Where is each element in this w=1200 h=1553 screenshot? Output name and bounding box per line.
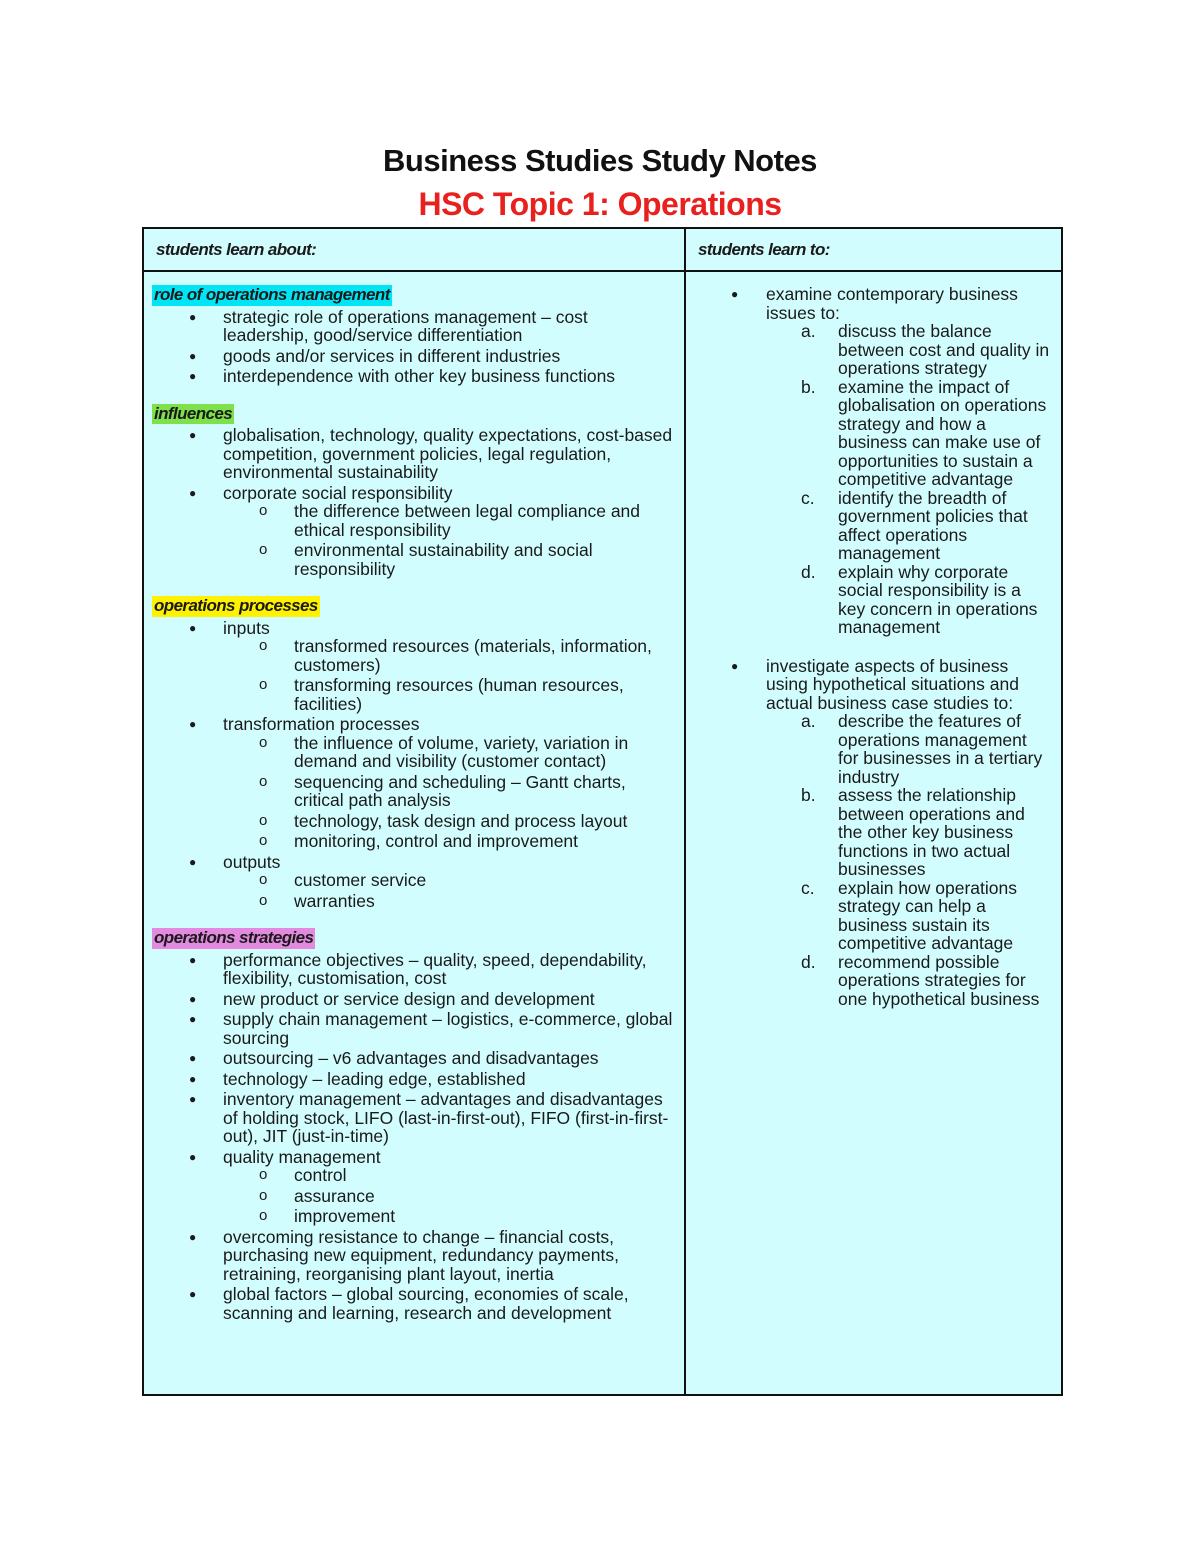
sub-item-text: environmental sustainability and social responsibility <box>294 540 593 579</box>
bullet-list <box>152 619 674 911</box>
right-header-cell <box>685 228 1062 271</box>
sub-list-item <box>223 502 674 539</box>
sub-item-text: assurance <box>294 1185 375 1206</box>
lettered-item-text: recommend possible operations strategies for one hypothetical business <box>838 951 1040 1009</box>
lettered-item-text: assess the relationship between operations and the other key business functions in two actual businesses <box>838 785 1025 879</box>
bullet-icon: ● <box>189 428 197 442</box>
sub-list <box>223 871 674 910</box>
list-item <box>152 1285 674 1322</box>
item-letter: d. <box>801 561 816 582</box>
list-item <box>686 657 1051 1009</box>
list-item <box>152 1070 674 1089</box>
sub-list <box>223 502 674 578</box>
learn-to-block <box>686 285 1051 637</box>
sub-list-item <box>223 832 674 851</box>
bullet-list <box>686 657 1051 1009</box>
syllabus-table <box>142 227 1063 1396</box>
lettered-item <box>766 786 1051 879</box>
bullet-icon: ● <box>189 952 197 967</box>
sub-item-text: customer service <box>294 870 427 890</box>
section <box>152 285 674 386</box>
list-item <box>152 1090 674 1146</box>
list-item <box>152 347 674 366</box>
learn-to-block <box>686 657 1051 1009</box>
list-item <box>152 1049 674 1068</box>
sub-list-item <box>223 541 674 578</box>
section-heading: operations strategies <box>154 928 314 947</box>
list-item <box>152 1228 674 1284</box>
sub-list-item <box>223 773 674 810</box>
list-item-text: global factors – global sourcing, economies of scale, scanning and learning, research and development <box>223 1284 629 1323</box>
table-body-row <box>143 271 1062 1395</box>
lettered-item <box>766 489 1051 563</box>
table-header-row <box>143 228 1062 271</box>
bullet-icon: ● <box>189 1012 197 1026</box>
section <box>152 928 674 1322</box>
list-item <box>152 990 674 1009</box>
lettered-item-text: identify the breadth of government policies that affect operations management <box>838 487 1028 563</box>
sub-list-item <box>223 637 674 674</box>
page-subtitle: HSC Topic 1: Operations <box>418 186 782 222</box>
list-item-text: investigate aspects of business using hypothetical situations and actual business case studies to: <box>766 655 1019 713</box>
bullet-icon: ● <box>189 1149 197 1164</box>
lettered-list <box>766 712 1051 1008</box>
lettered-item <box>766 563 1051 637</box>
list-item-text: outsourcing – v6 advantages and disadvantages <box>223 1048 599 1068</box>
sub-list-item <box>223 1187 674 1206</box>
list-item <box>686 285 1051 637</box>
right-header: students learn to: <box>698 239 830 259</box>
list-item-text: interdependence with other key business functions <box>223 366 616 386</box>
bullet-list <box>152 951 674 1323</box>
lettered-list <box>766 322 1051 637</box>
bullet-icon: ● <box>189 1051 197 1065</box>
sub-list-item <box>223 812 674 831</box>
sub-item-text: technology, task design and process layout <box>294 810 628 831</box>
learn-to-column <box>686 272 1061 1394</box>
item-letter: b. <box>801 785 816 805</box>
lettered-item-text: describe the features of operations management for businesses in a tertiary industry <box>838 711 1043 787</box>
list-item <box>152 1010 674 1047</box>
bullet-icon: ● <box>189 854 197 869</box>
learn-to-cell <box>685 271 1062 1395</box>
list-item-text: outputs <box>223 851 281 872</box>
sub-item-text: improvement <box>294 1206 396 1226</box>
list-item-text: transformation processes <box>223 714 420 734</box>
sub-list-item <box>223 676 674 713</box>
sub-list <box>223 1166 674 1226</box>
list-item-text: globalisation, technology, quality expectations, cost-based competition, government policies, legal regulation, environmental sustainability <box>223 425 673 482</box>
list-item-text: inventory management – advantages and disadvantages of holding stock, LIFO (last-in-first-out), FIFO (first-in-first-out), JIT (just-in-time) <box>223 1089 669 1146</box>
lettered-item-text: examine the impact of globalisation on operations strategy and how a business can make use of opportunities to sustain a competitive advantage <box>838 376 1047 489</box>
list-item <box>152 951 674 988</box>
sub-item-text: monitoring, control and improvement <box>294 831 579 851</box>
sub-item-text: the influence of volume, variety, variation in demand and visibility (customer contact) <box>294 732 629 771</box>
bullet-icon: ● <box>189 309 197 324</box>
circle-bullet-icon: o <box>259 832 268 849</box>
item-letter: c. <box>801 487 815 508</box>
list-item-text: corporate social responsibility <box>223 482 453 503</box>
bullet-icon: ● <box>189 1229 197 1244</box>
list-item-text: strategic role of operations management – cost leadership, good/service differentiation <box>223 306 588 345</box>
list-item-text: new product or service design and development <box>223 988 595 1009</box>
circle-bullet-icon: o <box>259 1166 268 1183</box>
learn-about-cell <box>143 271 685 1395</box>
bullet-icon: ● <box>189 1071 197 1086</box>
sub-item-text: the difference between legal compliance and ethical responsibility <box>294 501 641 540</box>
lettered-item-text: discuss the balance between cost and quality in operations strategy <box>838 321 1050 378</box>
lettered-item <box>766 953 1051 1009</box>
item-letter: d. <box>801 951 816 972</box>
bullet-list <box>152 426 674 578</box>
sub-list-item <box>223 1166 674 1185</box>
list-item-text: goods and/or services in different industries <box>223 345 561 366</box>
list-item <box>152 426 674 482</box>
item-letter: a. <box>801 711 816 731</box>
item-letter: b. <box>801 376 816 397</box>
bullet-icon: ● <box>189 485 197 500</box>
bullet-icon: ● <box>189 620 197 635</box>
circle-bullet-icon: o <box>259 541 268 558</box>
list-item-text: examine contemporary business issues to: <box>766 284 1018 323</box>
list-item-text: overcoming resistance to change – financial costs, purchasing new equipment, redundancy payments, retraining, reorganising plant layout, inertia <box>223 1226 619 1284</box>
sub-list-item <box>223 871 674 890</box>
item-letter: c. <box>801 877 815 898</box>
circle-bullet-icon: o <box>259 811 268 829</box>
sub-item-text: transforming resources (human resources, facilities) <box>294 675 624 714</box>
lettered-item <box>766 712 1051 786</box>
section-heading: operations processes <box>154 596 318 615</box>
lettered-item <box>766 322 1051 378</box>
circle-bullet-icon: o <box>259 1207 268 1224</box>
bullet-icon: ● <box>189 717 197 731</box>
sub-list <box>223 637 674 713</box>
bullet-icon: ● <box>189 991 197 1006</box>
section-heading: influences <box>154 403 233 423</box>
list-item-text: performance objectives – quality, speed, dependability, flexibility, customisation, cost <box>223 949 647 988</box>
item-letter: a. <box>801 321 816 341</box>
list-item <box>152 1148 674 1226</box>
section-heading: role of operations management <box>154 285 390 304</box>
sub-list-item <box>223 1207 674 1226</box>
bullet-icon: ● <box>189 348 197 363</box>
lettered-item <box>766 879 1051 953</box>
lettered-item-text: explain why corporate social responsibility is a key concern in operations management <box>838 561 1038 637</box>
sub-item-text: control <box>294 1165 347 1185</box>
circle-bullet-icon: o <box>259 871 268 888</box>
sub-list-item <box>223 734 674 771</box>
list-item <box>152 367 674 386</box>
left-header: students learn about: <box>156 239 317 259</box>
circle-bullet-icon: o <box>259 772 268 790</box>
circle-bullet-icon: o <box>259 1186 268 1204</box>
section <box>152 596 674 910</box>
section <box>152 404 674 579</box>
bullet-list <box>152 308 674 386</box>
list-item <box>152 308 674 345</box>
learn-about-column <box>144 272 684 1394</box>
list-item-text: supply chain management – logistics, e-commerce, global sourcing <box>223 1009 673 1048</box>
sub-item-text: transformed resources (materials, information, customers) <box>294 636 652 675</box>
list-item <box>152 853 674 911</box>
sub-item-text: sequencing and scheduling – Gantt charts, critical path analysis <box>294 771 626 810</box>
list-item-text: quality management <box>223 1146 381 1167</box>
bullet-icon: ● <box>189 1092 197 1106</box>
bullet-icon: ● <box>731 658 739 673</box>
sub-list-item <box>223 892 674 911</box>
circle-bullet-icon: o <box>259 891 268 909</box>
lettered-item-text: explain how operations strategy can help a business sustain its competitive advantage <box>838 877 1018 953</box>
list-item <box>152 484 674 579</box>
sub-item-text: warranties <box>294 890 375 911</box>
circle-bullet-icon: o <box>259 733 268 751</box>
page-title: Business Studies Study Notes <box>383 143 817 178</box>
circle-bullet-icon: o <box>259 676 268 693</box>
left-header-cell <box>143 228 685 271</box>
list-item-text: inputs <box>223 617 270 638</box>
bullet-list <box>686 285 1051 637</box>
lettered-item <box>766 378 1051 489</box>
bullet-icon: ● <box>731 287 739 301</box>
sub-list <box>223 734 674 851</box>
bullet-icon: ● <box>189 1287 197 1301</box>
circle-bullet-icon: o <box>259 637 268 654</box>
list-item <box>152 715 674 851</box>
circle-bullet-icon: o <box>259 502 268 519</box>
bullet-icon: ● <box>189 369 197 383</box>
list-item-text: technology – leading edge, established <box>223 1068 526 1089</box>
list-item <box>152 619 674 714</box>
